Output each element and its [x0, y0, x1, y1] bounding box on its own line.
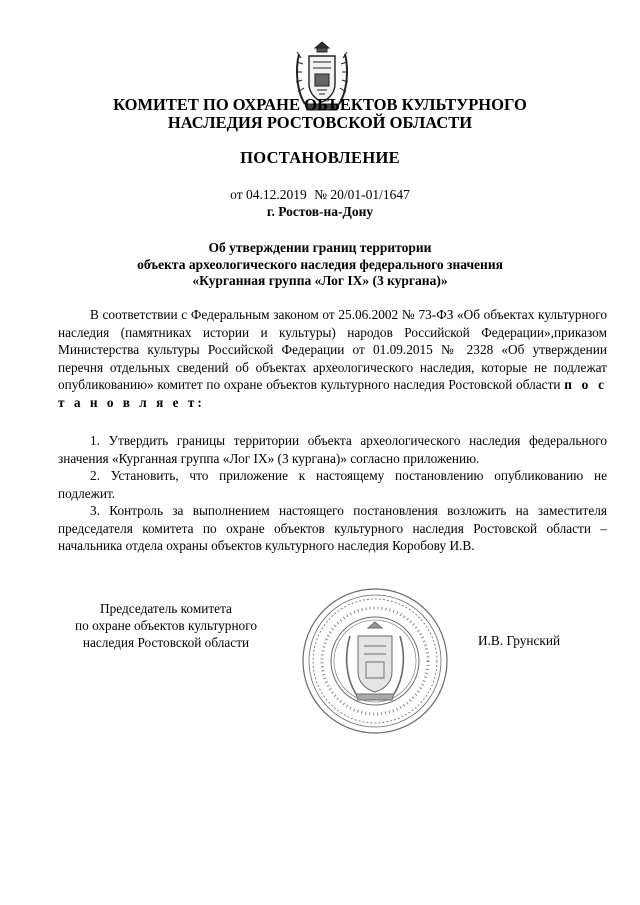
signatory-title — [46, 600, 286, 651]
official-seal-icon — [300, 586, 450, 736]
document-date: от 04.12.2019 — [230, 187, 307, 202]
signatory-name: И.В. Грунский — [478, 633, 561, 648]
resolution-items — [58, 432, 607, 555]
subject-line-3: «Курганная группа «Лог IX» (3 кургана)» — [192, 273, 448, 288]
committee-line-1: КОМИТЕТ ПО ОХРАНЕ ОБЪЕКТОВ КУЛЬТУРНОГО — [113, 95, 527, 114]
document-reference — [0, 187, 640, 203]
signatory-title-line-3: наследия Ростовской области — [82, 635, 250, 650]
resolution-item: 1. Утвердить границы территории объекта археологического наследия федерального значения «Курганная группа «Лог IX» (3 кургана)» согласно приложению. — [58, 433, 607, 466]
signatory-title-line-1: Председатель комитета — [100, 601, 232, 616]
signatory-title-line-2: по охране объектов культурного — [75, 618, 257, 633]
document-number: № 20/01-01/1647 — [314, 187, 410, 202]
committee-line-2: НАСЛЕДИЯ РОСТОВСКОЙ ОБЛАСТИ — [167, 113, 473, 132]
committee-name — [40, 96, 600, 132]
resolution-item: 2. Установить, что приложение к настоящему постановлению опубликованию не подлежит. — [58, 468, 607, 501]
document-type: ПОСТАНОВЛЕНИЕ — [240, 148, 400, 167]
subject-line-2: объекта археологического наследия федерального значения — [137, 256, 503, 272]
document-subject — [60, 240, 580, 290]
subject-line-1: Об утверждении границ территории — [208, 240, 432, 255]
preamble-text: В соответствии с Федеральным законом от 25.06.2002 № 73-ФЗ «Об объектах культурного наследия (памятниках истории и культуры) народов Российской Федерации»,приказом Министерства культуры Российской Федерации от 01.09.2015 № 2328 «Об утверждении перечня отдельных сведений об объектах археологического наследия, которые не подлежат опубликованию» комитет по охране объектов культурного наследия Ростовской области — [58, 307, 607, 392]
resolve-word: п о с т а н о в л я е т: — [58, 377, 607, 410]
document-city: г. Ростов-на-Дону — [266, 204, 374, 219]
resolution-item: 3. Контроль за выполнением настоящего постановления возложить на заместителя председателя комитета по охране объектов культурного наследия Ростовской области – начальника отдела охраны объектов культурного наследия Коробову И.В. — [58, 503, 607, 553]
preamble-paragraph — [58, 306, 607, 411]
